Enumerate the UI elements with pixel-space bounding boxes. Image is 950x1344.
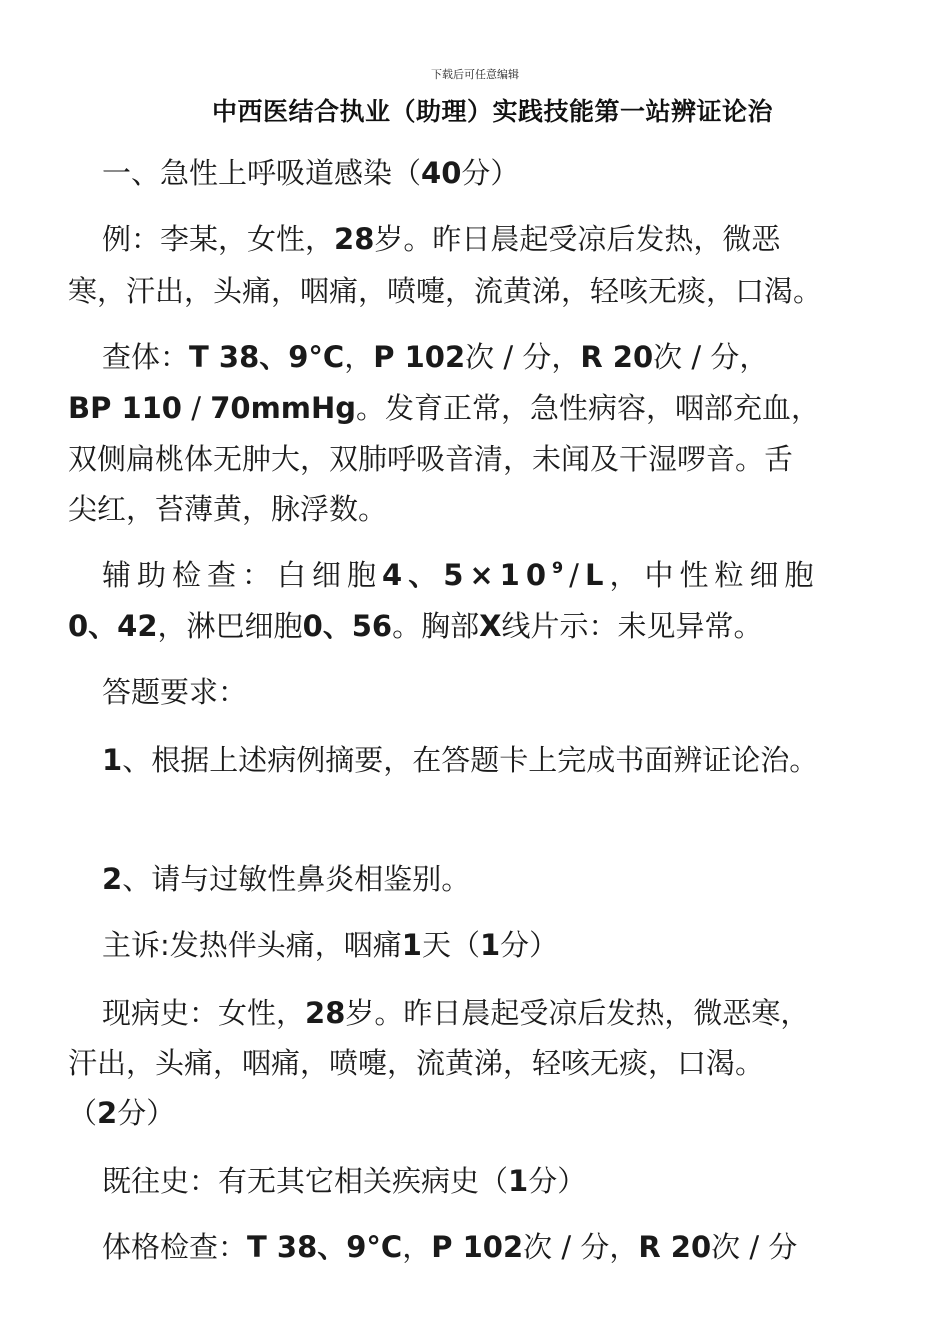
document-title: 中西医结合执业（助理）实践技能第一站辨证论治 <box>211 97 773 126</box>
requirements-label: 答题要求： <box>102 675 248 709</box>
aux-exam-line2: 0、42，淋巴细胞0、56。胸部X线片示：未见异常。 <box>68 609 763 643</box>
exam-line4: 尖红，苔薄黄，脉浮数。 <box>68 492 388 526</box>
section-heading: 一、急性上呼吸道感染（40分） <box>102 156 520 190</box>
watermark-text: 下载后可任意编辑 <box>431 68 519 81</box>
aux-exam-prefix: 辅助检查：白细胞4、5×10 <box>102 558 553 592</box>
case-intro-line1 <box>68 214 898 264</box>
present-history-line3: （2分） <box>68 1096 176 1130</box>
aux-exam-superscript: 9 <box>552 558 570 577</box>
exam-line3: 双侧扁桃体无肿大，双肺呼吸音清，未闻及干湿啰音。舌 <box>68 442 794 476</box>
aux-exam-line1 <box>68 550 898 600</box>
aux-exam-suffix: /L，中性粒细胞 <box>569 558 820 592</box>
present-history-line1: 现病史：女性，28岁。昨日晨起受凉后发热，微恶寒， <box>102 996 810 1030</box>
case-intro-text: 李某，女性，28岁。昨日晨起受凉后发热，微恶 <box>160 222 781 256</box>
requirement-item-1: 1、根据上述病例摘要，在答题卡上完成书面辨证论治。 <box>102 743 819 777</box>
exam-line1: 查体：T 38、9°C，P 102次 / 分，R 20次 / 分， <box>102 340 769 374</box>
case-intro-label: 例： <box>102 222 161 256</box>
physical-exam: 体格检查：T 38、9°C，P 102次 / 分，R 20次 / 分 <box>102 1230 798 1264</box>
requirement-item-2: 2、请与过敏性鼻炎相鉴别。 <box>102 862 471 896</box>
case-intro-line2: 寒，汗出，头痛，咽痛，喷嚏，流黄涕，轻咳无痰，口渴。 <box>68 274 823 308</box>
past-history: 既往史：有无其它相关疾病史（1分） <box>102 1164 587 1198</box>
present-history-line2: 汗出，头痛，咽痛，喷嚏，流黄涕，轻咳无痰，口渴。 <box>68 1046 765 1080</box>
chief-complaint: 主诉:发热伴头痛，咽痛1天（1分） <box>102 928 559 962</box>
exam-line2: BP 110 / 70mmHg。发育正常，急性病容，咽部充血， <box>68 391 821 425</box>
